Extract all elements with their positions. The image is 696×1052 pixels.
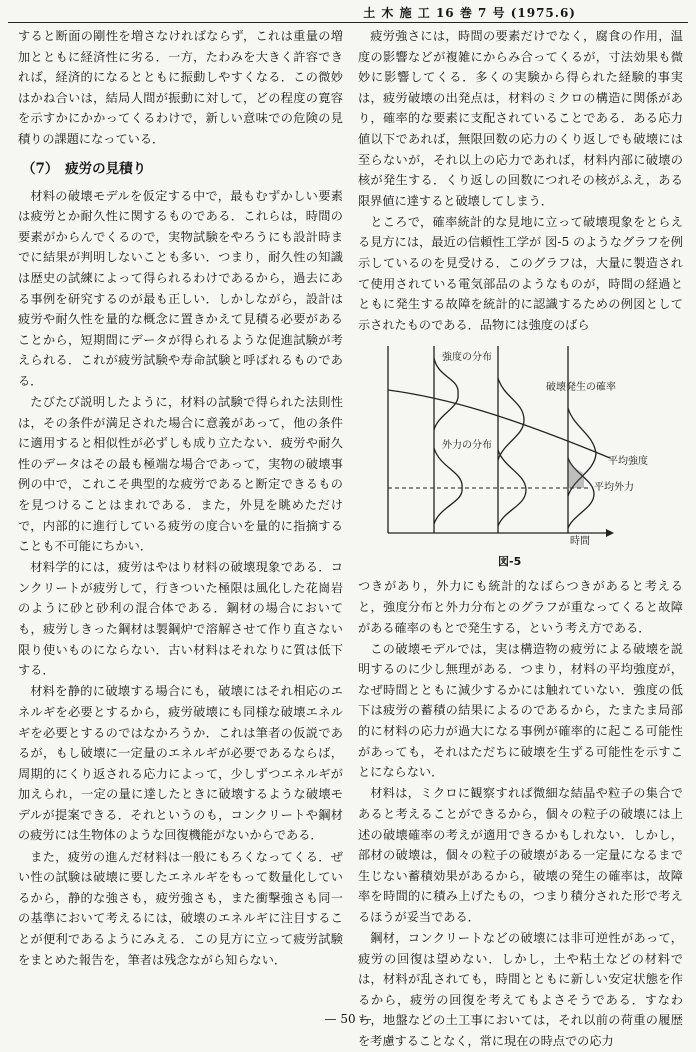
section-heading: （7） 疲労の見積り [22,160,147,177]
paragraph: 材料は，ミクロに観察すれば微細な結晶や粒子の集合であると考えることができるから，個々の粒子の破壊には上述の破壊確率の考えが適用できるかもしれない．しかし，部材の破壊は，個々の粒子の破壊がある一定量になるまで生じない蓄積効果があるから，破壊の発生の確率は，故障率を時間的に積み上げたもの，つまり積分された形で考えるほうが妥当である． [358,786,683,924]
page-number: — 50 — [324,1012,372,1026]
strength-distribution-curve [434,358,458,430]
paragraph: たびたび説明したように，材料の試験で得られた法則性は，その条件が満足された場合に意義があって，他の条件に適用すると相似性が必ずしも成り立たない．疲労や耐久性のデータはその最も極端な場合であって，実物の破壊事例の中で，これこそ典型的な疲労であると断定できるものを見つけることはまれである．また，外見を眺めただけで，内部的に進行している疲労の度合いを量的に指摘することも不可能にちかい． [18,395,343,554]
paragraph: 疲労強さには，時間の要素だけでなく，腐食の作用，温度の影響などが複雑にからみ合ってくるが，寸法効果も微妙に影響してくる．多くの実験から得られた経験的事実は，疲労破壊の出発点は，材料のミクロの構造に関係があり，確率的な要素に支配されていることである．ある応力値以下であれば，無限回数の応力のくり返しでも破壊には至らないが，それ以上の応力であれば，材料内部に破壊の核が発生する．くり返しの回数につれその核がふえ，ある限界値に達すると破壊してしまう． [358,29,683,208]
header-rule [8,22,688,23]
label-mean-strength: 平均強度 [608,456,648,468]
label-failure-probability: 破壊発生の確率 [546,382,616,394]
paragraph: 材料を静的に破壊する場合にも，破壊にはそれ相応のエネルギを必要とするから，疲労破壊にも同様な破壊エネルギを必要とするのではなかろうか．これは筆者の仮説であるが，もし破壊に一定量のエネルギが必要であるならば，周期的にくり返される応力によって，少しずつエネルギが加えられ，一定の量に達したときに破壊するような破壊モデルが提案できる．それというのも，コンクリートや鋼材の疲労には生物体のような回復機能がないからである． [18,684,343,843]
intro-paragraph: すると断面の剛性を増さなければならず，これは重量の増加とともに経済性に劣る．一方，たわみを大きく許容できれば，経済的になるとともに振動しやすくなる．この微妙はかね合いは，結局人間が振動に対して，どの程度の寛容を示すかにかかってくるわけで，新しい意味での危険の見積りの課題になっている． [18,29,343,146]
page-header [0,0,696,26]
right-column [358,26,683,1052]
paragraph: 材料学的には，疲労はやはり材料の破壊現象である．コンクリートが疲労して，行きついた極限は風化した花崗岩のように砂と砂利の混合体である．鋼材の場合においても，疲労しきった鋼材は製鋼炉で溶解させて作り直さない限り使いものにならない．古い材料はそれなりに質は低下する． [18,560,343,678]
paragraph: この破壊モデルでは，実は構造物の疲労による破壊を説明するのに少し無理がある．つまり，材料の平均強度が，なぜ時間とともに減少するかには触れていない．強度の低下は疲労の蓄積の結果によるのであるから，たまたま局部的に材料の応力が過大になる事例が確率的に起こる可能性があっても，それはただちに破壊を生ずる可能性を示すことにならない． [358,641,683,780]
paragraph: また，疲労の進んだ材料は一般にもろくなってくる．ぜい性の試験は破壊に要したエネルギをもって数量化しているから，静的な強さも，疲労強さも，また衝撃強さも同一の基準において考えるには，破壊のエネルギに注目することが便利であるようにみえる．この見方に立って疲労試験をまとめた報告を，筆者は残念ながら知らない． [18,849,343,967]
label-external-force-distribution: 外力の分布 [442,440,492,452]
running-title: 土 木 施 工 16 巻 7 号 (1975.6) [363,6,576,20]
paragraph: 鋼材，コンクリートなどの破壊には非可逆性があって，疲労の回復は望めない．しかし，土や粘土などの材料では，材料が乱されても，時間とともに新しい安定状態を作るから，疲労の回復を考えてもよさそうである．すなわち，地盤などの土工事においては，それ以前の荷重の履歴を考慮することなく，常に現在の時点での応力 [358,931,683,1048]
paragraph: ところで，確率統計的な見地に立って破壊現象をとらえる見方には，最近の信頼性工学が 図-5 のようなグラフを例示しているのを見受ける．このグラフは，大量に製造されて使用されている電気部品のようなものが，時間の経過とともに発生する故障を統計的に認識するための例図として示されたものである．品物には強度のばら [358,214,683,332]
strength-distribution-curve [498,378,524,460]
label-mean-external-force: 平均外力 [594,482,634,494]
external-force-curve [434,448,462,524]
figure-5 [358,338,683,570]
paragraph: つきがあり，外力にも統計的なばらつきがあると考えると，強度分布と外力分布とのグラフが重なってくると故障がある確率のもとで発生する，という考え方である． [358,579,683,635]
label-time: 時間 [570,536,590,548]
label-strength-distribution: 強度の分布 [442,352,492,364]
paragraph: 材料の破壊モデルを仮定する中で，最もむずかしい要素は疲労とか耐久性に関するものである．これらは，時間の要素がからんでくるので，実物試験をやろうにも設計時までに結果が判明しないことも多い．つまり，耐久性の知識は歴史の試練によって得られるわけであるから，過去にある事例を研究するのが最も正しい．しかしながら，設計は疲労や耐久性を量的な概念に置きかえて見積る必要があることから，短期間にデータが得られるような促進試験が考えられる．これが疲労試験や寿命試験と呼ばれるものである． [18,188,343,388]
figure-caption: 図-5 [498,555,522,569]
time-arrow [606,529,614,537]
figure-5-diagram [358,338,683,550]
left-column [18,26,343,971]
